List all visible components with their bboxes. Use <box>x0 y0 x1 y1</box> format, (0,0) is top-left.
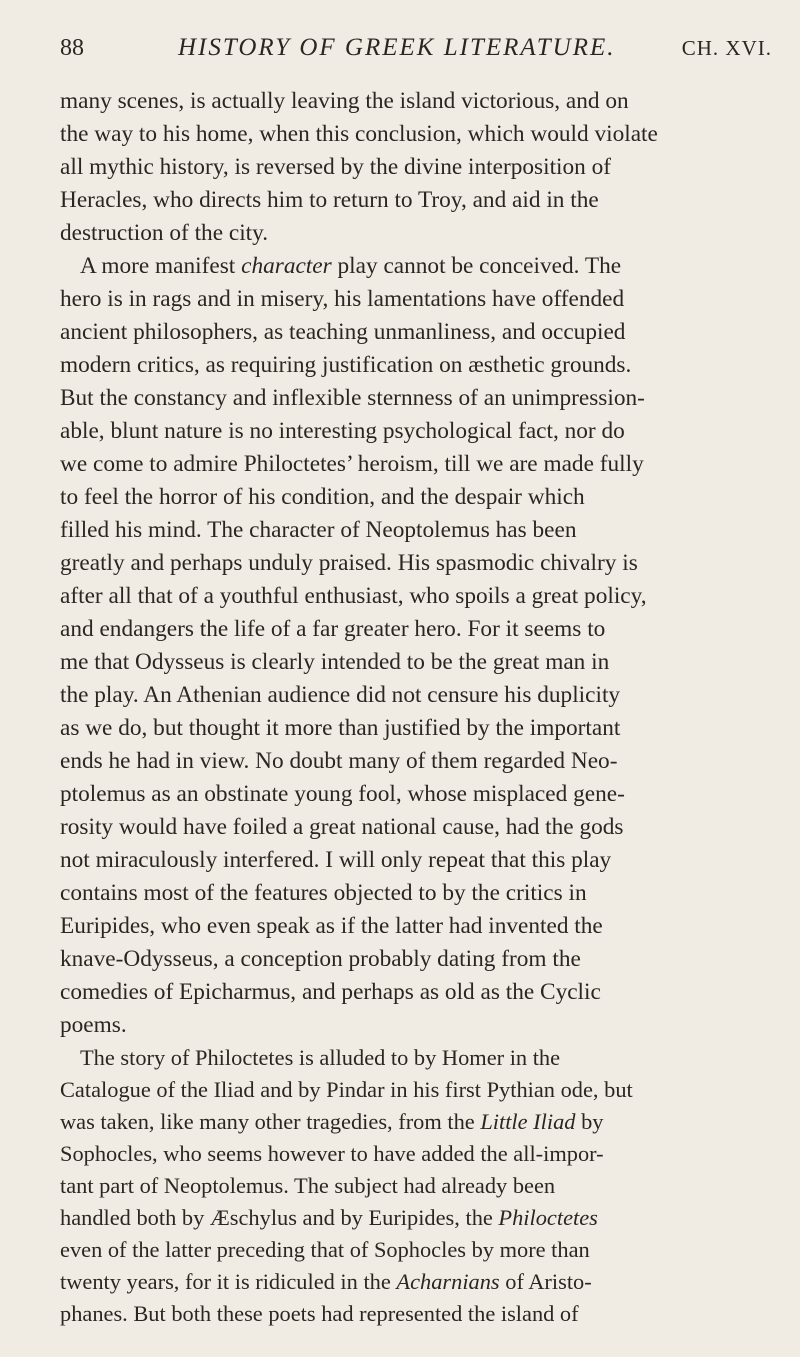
text-line: to feel the horror of his condition, and the despair which <box>60 484 585 510</box>
chapter-reference: CH. XVI. <box>681 36 772 60</box>
italic-phrase: Little Iliad <box>480 1109 576 1134</box>
italic-phrase: Acharnians <box>396 1269 500 1294</box>
text-line: tant part of Neoptolemus. The subject had already been <box>60 1173 556 1198</box>
text-line: phanes. But both these poets had represented the island of <box>60 1301 579 1326</box>
text-line: A more manifest character play cannot be conceived. The <box>80 253 622 279</box>
text-line: poems. <box>60 1012 127 1038</box>
text-line: and endangers the life of a far greater hero. For it seems to <box>60 616 606 642</box>
text-line: comedies of Epicharmus, and perhaps as old as the Cyclic <box>60 979 601 1005</box>
running-head <box>60 30 780 66</box>
text-line: many scenes, is actually leaving the island victorious, and on <box>60 88 629 114</box>
text-line: Sophocles, who seems however to have added the all-impor- <box>60 1141 604 1166</box>
text-line: able, blunt nature is no interesting psychological fact, nor do <box>60 418 625 444</box>
italic-phrase: character <box>241 253 332 279</box>
text-line: was taken, like many other tragedies, from the Little Iliad by <box>60 1109 604 1134</box>
text-line: modern critics, as requiring justification on æsthetic grounds. <box>60 352 632 378</box>
text-line: we come to admire Philoctetes’ heroism, till we are made fully <box>60 451 644 477</box>
text-line: ends he had in view. No doubt many of them regarded Neo- <box>60 748 618 774</box>
text-line: filled his mind. The character of Neoptolemus has been <box>60 517 577 543</box>
text-line: The story of Philoctetes is alluded to by Homer in the <box>80 1045 561 1070</box>
text-line: the play. An Athenian audience did not censure his duplicity <box>60 682 621 708</box>
page-number: 88 <box>60 35 84 61</box>
text-line: twenty years, for it is ridiculed in the Acharnians of Aristo- <box>60 1269 592 1294</box>
text-line: contains most of the features objected to by the critics in <box>60 880 587 906</box>
text-line: ptolemus as an obstinate young fool, whose misplaced gene- <box>60 781 625 807</box>
text-line: as we do, but thought it more than justified by the important <box>60 715 621 741</box>
text-line: Heracles, who directs him to return to Troy, and aid in the <box>60 187 599 213</box>
text-line: me that Odysseus is clearly intended to be the great man in <box>60 649 610 675</box>
text-line: But the constancy and inflexible sternness of an unimpression- <box>60 385 645 411</box>
text-line: hero is in rags and in misery, his lamentations have offended <box>60 286 625 312</box>
text-line: rosity would have foiled a great national cause, had the gods <box>60 814 624 840</box>
text-line: knave-Odysseus, a conception probably dating from the <box>60 946 581 972</box>
text-line: the way to his home, when this conclusion, which would violate <box>60 121 658 147</box>
text-line: Euripides, who even speak as if the latter had invented the <box>60 913 603 939</box>
text-line: Catalogue of the Iliad and by Pindar in his first Pythian ode, but <box>60 1077 633 1102</box>
text-line: not miraculously interfered. I will only repeat that this play <box>60 847 612 873</box>
text-line: even of the latter preceding that of Sophocles by more than <box>60 1237 590 1262</box>
text-line: greatly and perhaps unduly praised. His spasmodic chivalry is <box>60 550 638 576</box>
running-title: HISTORY OF GREEK LITERATURE. <box>178 34 616 61</box>
text-line: handled both by Æschylus and by Euripides, the Philoctetes <box>60 1205 598 1230</box>
italic-phrase: Philoctetes <box>498 1205 598 1230</box>
text-line: destruction of the city. <box>60 220 269 246</box>
text-line: ancient philosophers, as teaching unmanliness, and occupied <box>60 319 626 345</box>
text-line: after all that of a youthful enthusiast, who spoils a great policy, <box>60 583 647 609</box>
text-line: all mythic history, is reversed by the divine interposition of <box>60 154 612 180</box>
